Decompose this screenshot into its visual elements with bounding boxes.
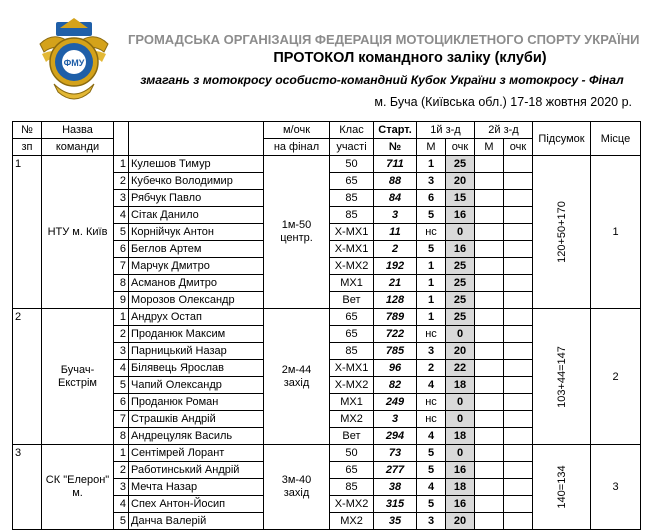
rider-name: Рябчук Павло [129,190,264,207]
rider-name: Андрецуляк Василь [129,428,264,445]
team-name: СК "Елерон" м. [42,445,114,530]
rider-start-number: 82 [374,377,417,394]
heat2-points [504,224,533,241]
rider-start-number: 192 [374,258,417,275]
heat1-position: 5 [417,462,446,479]
team-total-value: 140=134 [555,465,568,509]
heat2-position [475,343,504,360]
col-heat2-pts: очк [504,139,533,156]
rider-index: 5 [114,377,129,394]
heat1-position: 1 [417,156,446,173]
rider-start-number: 96 [374,360,417,377]
heat1-position: 5 [417,445,446,462]
heat1-points: 25 [446,292,475,309]
heat2-position [475,258,504,275]
heat1-position: 2 [417,360,446,377]
heat2-position [475,445,504,462]
col-class-top: Клас [330,122,374,139]
rider-start-number: 2 [374,241,417,258]
rider-index: 2 [114,462,129,479]
heat1-points: 0 [446,224,475,241]
col-start-bottom: № [374,139,417,156]
heat2-points [504,241,533,258]
rider-name: Кубечко Володимир [129,173,264,190]
rider-start-number: 128 [374,292,417,309]
team-number: 1 [13,156,42,309]
heat1-position: 4 [417,479,446,496]
rider-start-number: 277 [374,462,417,479]
table-row [13,309,641,326]
heat1-points: 0 [446,445,475,462]
heat1-points: 15 [446,190,475,207]
heat2-points [504,207,533,224]
rider-class: Вет [330,292,374,309]
rider-name: Парницький Назар [129,343,264,360]
organization-title: ГРОМАДСЬКА ОРГАНІЗАЦІЯ ФЕДЕРАЦІЯ МОТОЦИКЛЕТНОГО СПОРТУ УКРАЇНИ [128,32,640,47]
team-final-place: 2м-44 [281,363,312,376]
rider-name: Білявець Ярослав [129,360,264,377]
heat2-points [504,394,533,411]
heat1-points: 16 [446,241,475,258]
team-final-place: 3м-40 [281,474,312,486]
heat1-points: 20 [446,343,475,360]
rider-index: 1 [114,309,129,326]
rider-index: 4 [114,496,129,513]
rider-index: 3 [114,190,129,207]
heat2-points [504,292,533,309]
heat2-position [475,224,504,241]
rider-class: МХ1 [330,275,374,292]
heat2-position [475,462,504,479]
col-rank: Місце [591,122,641,156]
heat1-points: 25 [446,258,475,275]
rider-index: 8 [114,275,129,292]
rider-name: Спех Антон-Йосип [129,496,264,513]
rider-start-number: 3 [374,207,417,224]
col-no-top: № [13,122,42,139]
heat2-position [475,241,504,258]
heat1-points: 0 [446,326,475,343]
heat1-points: 16 [446,496,475,513]
rider-name: Марчук Дмитро [129,258,264,275]
rider-index: 6 [114,394,129,411]
team-final-zone: захід [283,487,310,499]
heat2-position [475,479,504,496]
rider-class: 85 [330,343,374,360]
rider-name: Беглов Артем [129,241,264,258]
rider-index: 7 [114,258,129,275]
col-heat2-m: М [475,139,504,156]
heat2-points [504,309,533,326]
rider-name: Работинський Андрій [129,462,264,479]
rider-start-number: 711 [374,156,417,173]
rider-name: Данча Валерій [129,513,264,530]
team-total-value: 103+44=147 [555,345,568,408]
heat2-position [475,326,504,343]
rider-class: Х-МХ2 [330,258,374,275]
heat2-position [475,309,504,326]
team-final-zone: центр. [280,232,313,244]
rider-name: Морозов Олександр [129,292,264,309]
col-final-bottom: на фінал [264,139,330,156]
competition-subtitle: змагань з мотокросу особисто-командний Кубок України з мотокросу - Фінал [140,73,624,87]
heat2-points [504,462,533,479]
rider-index: 9 [114,292,129,309]
heat1-position: 1 [417,275,446,292]
heat1-position: 1 [417,309,446,326]
header-row-1 [13,122,641,139]
col-team-top: Назва [42,122,114,139]
heat2-points [504,445,533,462]
team-name: НТУ м. Київ [42,156,114,309]
team-name: Бучач-Екстрім [42,309,114,445]
heat1-position: 1 [417,292,446,309]
rider-start-number: 3 [374,411,417,428]
col-heat1: 1й з-д [417,122,475,139]
rider-class: МХ1 [330,394,374,411]
heat1-points: 25 [446,309,475,326]
heat2-points [504,326,533,343]
heat2-points [504,513,533,530]
rider-name: Страшків Андрій [129,411,264,428]
team-rank: 3 [591,445,641,530]
rider-class: 85 [330,479,374,496]
rider-name: Кулешов Тимур [129,156,264,173]
team-number: 3 [13,445,42,530]
rider-index: 3 [114,343,129,360]
rider-name: Сентімрей Лорант [129,445,264,462]
rider-class: 50 [330,445,374,462]
rider-start-number: 84 [374,190,417,207]
protocol-title: ПРОТОКОЛ командного заліку (клуби) [273,50,547,66]
heat2-points [504,377,533,394]
heat1-position: 5 [417,241,446,258]
rider-class: 85 [330,207,374,224]
heat1-points: 18 [446,479,475,496]
rider-name: Чапий Олександр [129,377,264,394]
rider-name: Корнійчук Антон [129,224,264,241]
col-heat1-pts: очк [446,139,475,156]
rider-index: 8 [114,428,129,445]
rider-index: 2 [114,173,129,190]
rider-name: Проданюк Максим [129,326,264,343]
heat2-position [475,173,504,190]
table-row [13,156,641,173]
col-final-top: м/очк [264,122,330,139]
heat2-points [504,275,533,292]
rider-name: Андрух Остап [129,309,264,326]
rider-class: Вет [330,428,374,445]
rider-start-number: 722 [374,326,417,343]
heat1-points: 16 [446,207,475,224]
heat1-position: 5 [417,207,446,224]
heat1-points: 25 [446,156,475,173]
rider-start-number: 249 [374,394,417,411]
rider-start-number: 21 [374,275,417,292]
col-class-bottom: участі [330,139,374,156]
rider-name: Мечта Назар [129,479,264,496]
heat1-position: 4 [417,428,446,445]
rider-class: 65 [330,326,374,343]
heat1-position: 4 [417,377,446,394]
rider-class: Х-МХ1 [330,241,374,258]
heat1-position: 1 [417,258,446,275]
rider-start-number: 35 [374,513,417,530]
rider-class: Х-МХ2 [330,496,374,513]
heat1-points: 18 [446,377,475,394]
place-date: м. Буча (Київська обл.) 17-18 жовтня 2020 р. [374,95,632,109]
col-no-bottom: зп [13,139,42,156]
rider-class: Х-МХ1 [330,360,374,377]
col-start-top: Старт. [374,122,417,139]
heat2-position [475,207,504,224]
rider-class: МХ2 [330,513,374,530]
team-total-value: 120+50+170 [555,201,568,263]
rider-start-number: 38 [374,479,417,496]
heat2-position [475,292,504,309]
rider-index: 7 [114,411,129,428]
rider-start-number: 785 [374,343,417,360]
heat2-position [475,428,504,445]
rider-class: 65 [330,462,374,479]
heat2-points [504,156,533,173]
heat2-points [504,343,533,360]
rider-start-number: 315 [374,496,417,513]
heat2-points [504,258,533,275]
heat2-points [504,360,533,377]
heat1-position: нс [417,224,446,241]
rider-index: 6 [114,241,129,258]
rider-index: 1 [114,445,129,462]
heat1-points: 20 [446,173,475,190]
col-team-bottom: команди [42,139,114,156]
heat2-points [504,496,533,513]
rider-class: МХ2 [330,411,374,428]
team-total [533,309,591,445]
col-rider-header [129,122,264,156]
rider-index: 5 [114,224,129,241]
team-final-place: 1м-50 [281,219,312,231]
rider-index: 4 [114,360,129,377]
team-final-slot [264,156,330,309]
rider-index: 4 [114,207,129,224]
heat2-position [475,394,504,411]
rider-class: 65 [330,309,374,326]
heat1-position: 3 [417,343,446,360]
rider-name: Сітак Данило [129,207,264,224]
table-row [13,445,641,462]
logo-text: ФМУ [63,58,85,68]
team-final-zone: захід [283,376,310,389]
heat1-position: нс [417,326,446,343]
rider-name: Проданюк Роман [129,394,264,411]
results-table-viewport [12,121,652,532]
team-final-slot [264,309,330,445]
team-total [533,156,591,309]
heat1-points: 18 [446,428,475,445]
heat1-points: 20 [446,513,475,530]
col-heat1-m: М [417,139,446,156]
rider-start-number: 294 [374,428,417,445]
heat2-position [475,275,504,292]
heat2-points [504,428,533,445]
heat2-position [475,156,504,173]
heat2-position [475,190,504,207]
team-rank: 2 [591,309,641,445]
rider-class: 65 [330,173,374,190]
heat2-position [475,496,504,513]
heat1-points: 0 [446,411,475,428]
heat1-position: нс [417,394,446,411]
rider-class: Х-МХ1 [330,224,374,241]
heat1-points: 0 [446,394,475,411]
rider-name: Асманов Дмитро [129,275,264,292]
col-total: Підсумок [533,122,591,156]
heat2-position [475,377,504,394]
heat1-points: 16 [446,462,475,479]
rider-class: Х-МХ2 [330,377,374,394]
col-heat2: 2й з-д [475,122,533,139]
heat2-points [504,173,533,190]
col-index-header [114,122,129,156]
team-rank: 1 [591,156,641,309]
heat2-points [504,190,533,207]
heat2-points [504,479,533,496]
heat2-position [475,513,504,530]
heat2-position [475,360,504,377]
heat2-points [504,411,533,428]
rider-start-number: 73 [374,445,417,462]
heat1-position: 6 [417,190,446,207]
team-total [533,445,591,530]
rider-index: 1 [114,156,129,173]
heat1-position: 5 [417,496,446,513]
team-number: 2 [13,309,42,445]
federation-logo-icon [38,14,110,104]
heat1-position: 3 [417,173,446,190]
rider-class: 85 [330,190,374,207]
team-final-slot [264,445,330,530]
rider-index: 5 [114,513,129,530]
rider-start-number: 789 [374,309,417,326]
heat1-position: нс [417,411,446,428]
rider-start-number: 88 [374,173,417,190]
rider-index: 3 [114,479,129,496]
heat1-points: 22 [446,360,475,377]
results-table [12,121,641,530]
rider-start-number: 11 [374,224,417,241]
heat1-position: 3 [417,513,446,530]
heat2-position [475,411,504,428]
rider-class: 50 [330,156,374,173]
rider-index: 2 [114,326,129,343]
heat1-points: 25 [446,275,475,292]
